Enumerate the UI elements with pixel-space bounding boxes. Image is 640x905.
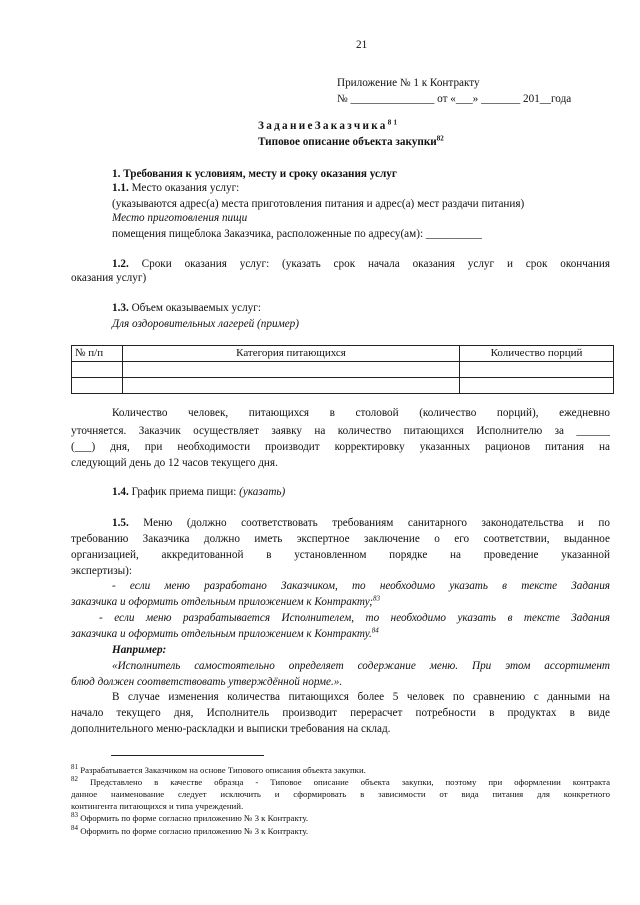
- footnote-82-line3: контингента питающихся и типа учреждений.: [71, 801, 244, 811]
- table-cell: [460, 378, 614, 394]
- table-cell: [72, 362, 123, 378]
- change-paragraph-line: В случае изменения количества питающихся более 5 человек по сравнению с данными на: [112, 691, 610, 703]
- section-1-3-number: 1.3.: [112, 302, 129, 314]
- table-row: [72, 362, 614, 378]
- footnote-divider: [111, 755, 264, 756]
- document-subtitle-text: Типовое описание объекта закупки: [258, 136, 437, 148]
- table-cell: [460, 362, 614, 378]
- qty-paragraph-line: (___) дня, при необходимости производит корректировку указанных рационов питания на: [71, 441, 610, 453]
- section-1-1-italic: Место приготовления пищи: [112, 212, 248, 224]
- section-1-5-line: экспертизы):: [71, 565, 132, 577]
- section-1-1-number: 1.1.: [112, 182, 129, 194]
- table-header-cell: № п/п: [72, 346, 123, 362]
- section-1-2: [112, 258, 610, 271]
- table-row: [72, 378, 614, 394]
- change-paragraph-line: дополнительного меню-раскладки и выписки требования на склад.: [71, 723, 391, 735]
- menu-bullet-1-cont: [71, 596, 380, 609]
- footnote-ref-81: 81: [387, 118, 400, 127]
- section-1-4: [112, 486, 285, 499]
- footnote-number: 81: [71, 763, 78, 772]
- section-1-3: [112, 302, 261, 315]
- section-1-5-line: требованию Заказчика должно иметь экспертное заключение о его соответствии, выданное: [71, 533, 610, 545]
- table-cell: [123, 362, 460, 378]
- section-1-4-text: График приема пищи:: [128, 486, 240, 498]
- page-number: 21: [356, 39, 368, 51]
- qty-paragraph-line: Количество человек, питающихся в столовой (количество порций), ежедневно: [112, 407, 610, 419]
- menu-bullet-1: - если меню разработано Заказчиком, то необходимо указать в тексте Задания: [112, 580, 610, 592]
- section-1-2-text: Сроки оказания услуг: (указать срок начала оказания услуг и срок окончания: [128, 258, 610, 270]
- section-1-4-italic: (указать): [239, 486, 286, 498]
- table-cell: [123, 378, 460, 394]
- section-1-2-cont: оказания услуг): [71, 272, 147, 284]
- section-1-2-number: 1.2.: [112, 258, 129, 270]
- table-cell: [72, 378, 123, 394]
- qty-paragraph-line: следующий день до 12 часов текущего дня.: [71, 457, 278, 469]
- contract-number-line: № _______________ от «___» _______ 201__года: [337, 93, 572, 105]
- example-text-cont: блюд должен соответствовать утверждённой норме.».: [71, 676, 343, 688]
- appendix-line: Приложение № 1 к Контракту: [337, 77, 480, 89]
- section-1-5-text: Меню (должно соответствовать требованиям санитарного законодательства и по: [128, 517, 610, 529]
- section-1-5: [112, 517, 610, 530]
- section-1-1-address: помещения пищеблока Заказчика, расположенные по адресу(ам): __________: [112, 228, 482, 240]
- example-text: «Исполнитель самостоятельно определяет содержание меню. При этом ассортимент: [112, 660, 610, 672]
- change-paragraph-line: начало текущего дня, Исполнитель производит перерасчет потребности в продуктах в виде: [71, 707, 610, 719]
- section-1-1: [112, 182, 239, 195]
- menu-bullet-2-cont: [71, 628, 379, 641]
- footnote-number: 84: [71, 824, 78, 833]
- table-header-cell: Категория питающихся: [123, 346, 460, 362]
- footnote-ref-83: 83: [373, 594, 380, 603]
- table-header-row: [72, 346, 614, 362]
- menu-bullet-2-text: заказчика и оформить отдельным приложением к Контракту.: [71, 628, 372, 640]
- footnote-text: Разрабатывается Заказчиком на основе Типового описания объекта закупки.: [78, 765, 366, 775]
- footnote-ref-84: 84: [371, 626, 379, 635]
- document-subtitle: [258, 136, 444, 149]
- section-1-1-note: (указываются адрес(а) места приготовления питания и адрес(а) мест раздачи питания): [112, 198, 525, 210]
- menu-bullet-2: - если меню разрабатывается Исполнителем, то необходимо указать в тексте Задания: [99, 612, 610, 624]
- document-title-text: ЗаданиеЗаказчика: [258, 120, 388, 132]
- section-1-5-line: организацией, аккредитованной в установленном порядке на проведение указанной: [71, 549, 610, 561]
- example-label: Например:: [112, 644, 167, 656]
- portions-table: [71, 345, 614, 394]
- section-1-5-number: 1.5.: [112, 517, 129, 529]
- footnote-text: Оформить по форме согласно приложению № 3 к Контракту.: [78, 826, 309, 836]
- menu-bullet-1-text: заказчика и оформить отдельным приложением к Контракту;: [71, 596, 373, 608]
- section-1-heading: 1. Требования к условиям, месту и сроку оказания услуг: [112, 168, 397, 180]
- document-title: [258, 120, 399, 133]
- footnote-83: [71, 813, 308, 824]
- qty-paragraph-line: уточняется. Заказчик осуществляет заявку на количество питающихся Исполнителю за ______: [71, 425, 610, 437]
- footnote-text: Оформить по форме согласно приложению № 3 к Контракту.: [78, 813, 309, 823]
- footnote-84: [71, 826, 308, 837]
- section-1-3-text: Объем оказываемых услуг:: [128, 302, 261, 314]
- section-1-4-number: 1.4.: [112, 486, 129, 498]
- footnote-82-line2: данное наименование следует исключить и сформировать в зависимости от вида питания для конкретного: [71, 789, 610, 799]
- footnote-number: 83: [71, 811, 78, 820]
- footnote-number: 82: [71, 775, 78, 784]
- section-1-1-text: Место оказания услуг:: [128, 182, 240, 194]
- footnote-ref-82: 82: [436, 134, 444, 143]
- footnote-82: [71, 777, 610, 788]
- section-1-3-italic: Для оздоровительных лагерей (пример): [112, 318, 299, 330]
- footnote-text: Представлено в качестве образца - Типовое описание объекта закупки, поэтому при оформлении контракта: [78, 777, 610, 787]
- footnote-81: [71, 765, 366, 776]
- table-header-cell: Количество порций: [460, 346, 614, 362]
